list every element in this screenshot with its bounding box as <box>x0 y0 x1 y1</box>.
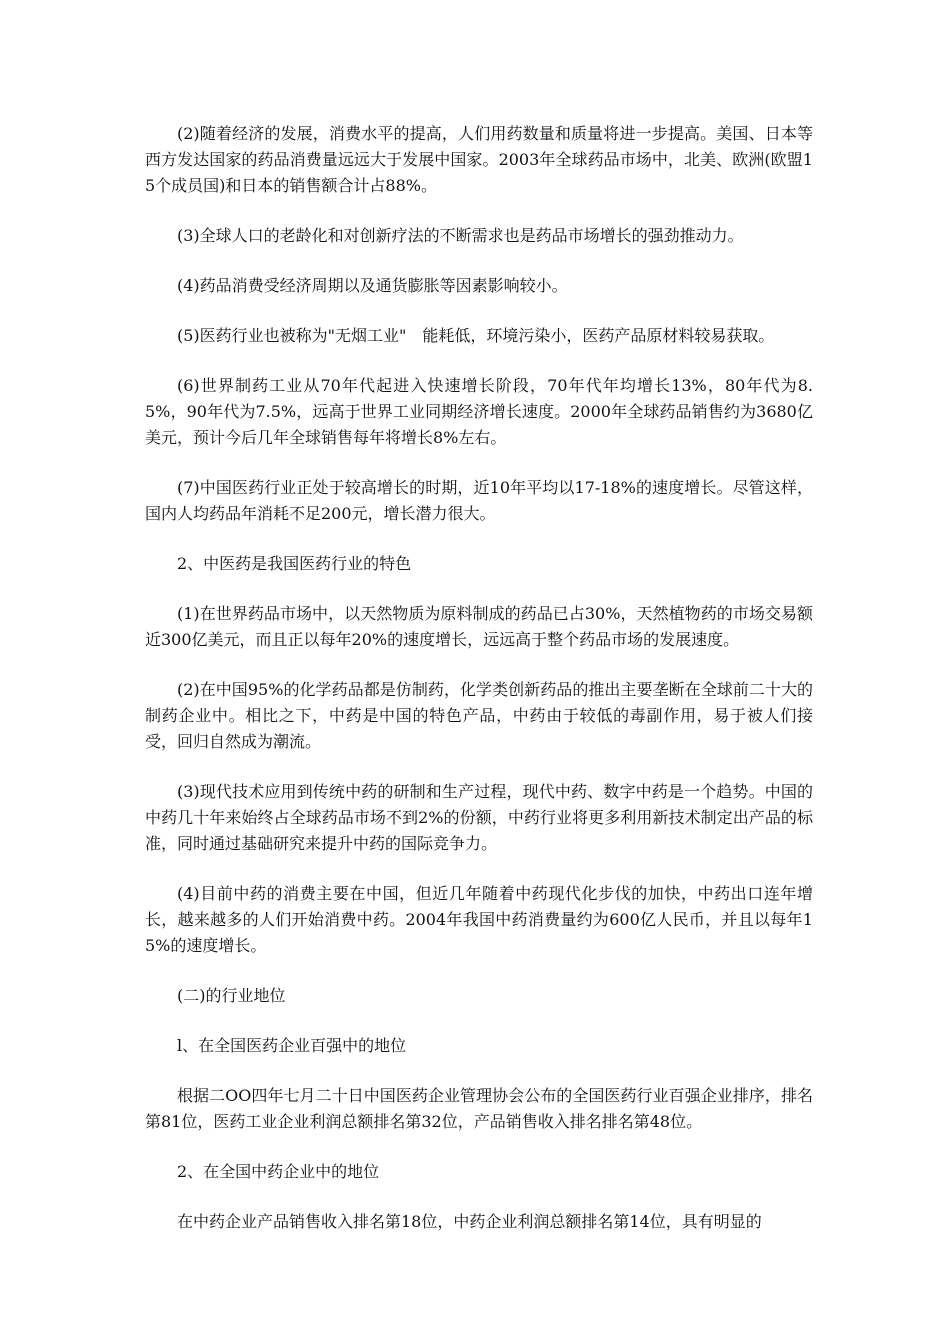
paragraph-world-pharma-growth: (6)世界制药工业从70年代起进入快速增长阶段，70年代年均增长13%，80年代为8.5%，90年代为7.5%，远高于世界工业同期经济增长速度。2000年全球药品销售约为3680亿美元，预计今后几年全球销售每年将增长8%左右。 <box>145 376 813 447</box>
paragraph-aging-population: (3)全球人口的老龄化和对创新疗法的不断需求也是药品市场增长的强劲推动力。 <box>177 226 744 245</box>
section-heading-industry-position: (二)的行业地位 <box>177 986 286 1005</box>
paragraph-tcm-consumption: (4)目前中药的消费主要在中国，但近几年随着中药现代化步伐的加快，中药出口连年增长，越来越多的人们开始消费中药。2004年我国中药消费量约为600亿人民币，并且以每年15%的速度增长。 <box>145 884 813 955</box>
paragraph-natural-medicine-market: (1)在世界药品市场中，以天然物质为原料制成的药品已占30%，天然植物药的市场交易额近300亿美元，而且正以每年20%的速度增长，远远高于整个药品市场的发展速度。 <box>145 604 813 649</box>
paragraph-ranking-details: 根据二OO四年七月二十日中国医药企业管理协会公布的全国医药行业百强企业排序，排名第81位，医药工业企业利润总额排名第32位，产品销售收入排名排名第48位。 <box>145 1086 813 1131</box>
section-heading-tcm-feature: 2、中医药是我国医药行业的特色 <box>177 554 412 573</box>
paragraph-generic-drugs: (2)在中国95%的化学药品都是仿制药，化学类创新药品的推出主要垄断在全球前二十大的制药企业中。相比之下，中药是中国的特色产品，中药由于较低的毒副作用，易于被人们接受，回归自然成为潮流。 <box>145 680 813 751</box>
paragraph-smokeless-industry: (5)医药行业也被称为"无烟工业" 能耗低，环境污染小，医药产品原材料较易获取。 <box>177 326 775 345</box>
subheading-top100-position: l、在全国医药企业百强中的地位 <box>177 1036 407 1055</box>
paragraph-tcm-ranking: 在中药企业产品销售收入排名第18位，中药企业利润总额排名第14位，具有明显的 <box>177 1212 762 1231</box>
document-body <box>145 121 813 1235</box>
paragraph-consumption-growth: (2)随着经济的发展，消费水平的提高，人们用药数量和质量将进一步提高。美国、日本等西方发达国家的药品消费量远远大于发展中国家。2003年全球药品市场中，北美、欧洲(欧盟15个成员国)和日本的销售额合计占88%。 <box>145 124 813 195</box>
paragraph-modern-technology: (3)现代技术应用到传统中药的研制和生产过程，现代中药、数字中药是一个趋势。中国的中药几十年来始终占全球药品市场不到2%的份额，中药行业将更多利用新技术制定出产品的标准，同时通过基础研究来提升中药的国际竞争力。 <box>145 782 813 853</box>
paragraph-economic-cycle: (4)药品消费受经济周期以及通货膨胀等因素影响较小。 <box>177 276 568 295</box>
paragraph-china-pharma-growth: (7)中国医药行业正处于较高增长的时期，近10年平均以17-18%的速度增长。尽管这样，国内人均药品年消耗不足200元，增长潜力很大。 <box>145 478 813 523</box>
subheading-tcm-enterprise-position: 2、在全国中药企业中的地位 <box>177 1162 380 1181</box>
